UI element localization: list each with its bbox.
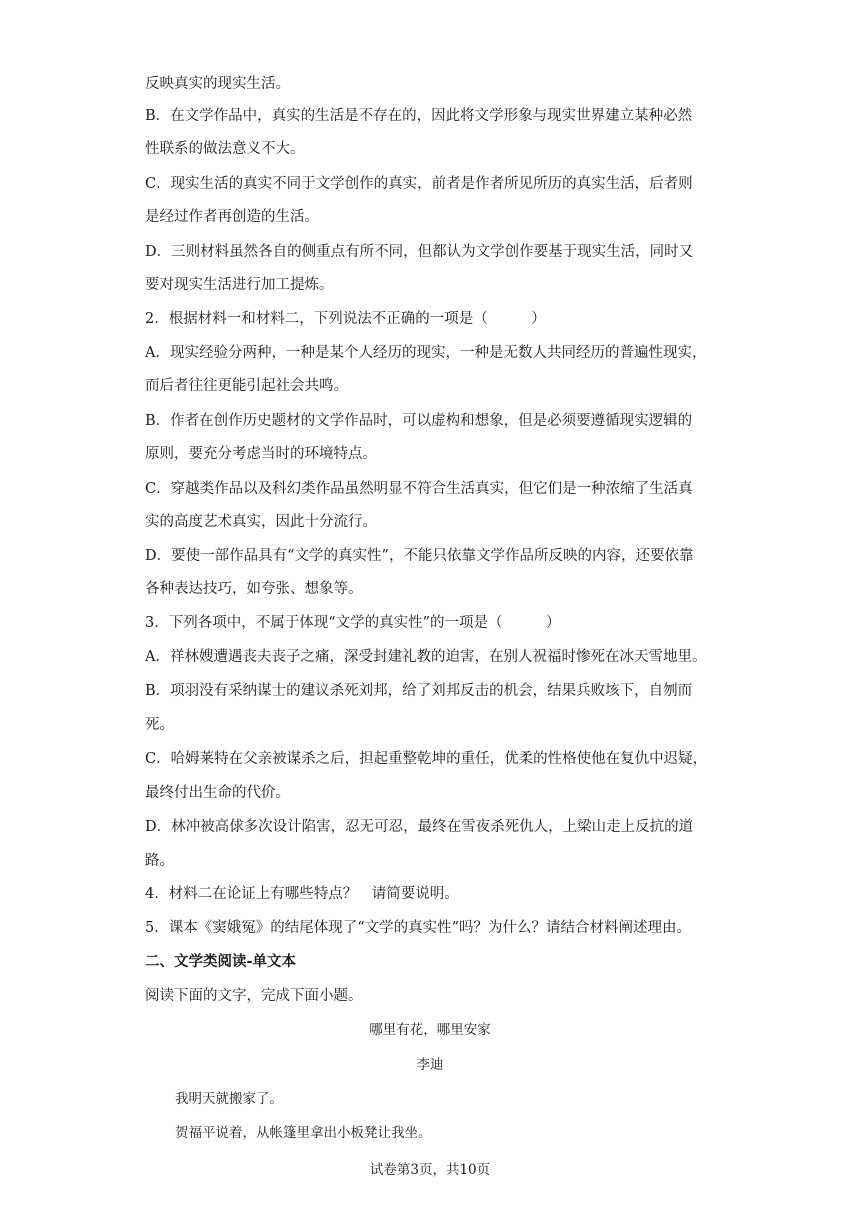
option-c-line: C．穿越类作品以及科幻类作品虽然明显不符合生活真实，但它们是一种浓缩了生活真 [145,481,693,497]
text-line: 是经过作者再创造的生活。 [145,209,319,225]
text-line: 最终付出生命的代价。 [145,785,290,801]
text-line: 实的高度艺术真实，因此十分流行。 [145,514,377,530]
question-2: 2．根据材料一和材料二，下列说法不正确的一项是（ ） [145,311,546,327]
page-footer: 试卷第3页，共10页 [369,1162,491,1178]
reading-instruction: 阅读下面的文字，完成下面小题。 [145,988,363,1004]
text-line: 死。 [145,717,174,733]
option-c-line: C．现实生活的真实不同于文学创作的真实，前者是作者所见所历的真实生活，后者则 [145,176,693,192]
option-b-line: B．项羽没有采纳谋士的建议杀死刘邦，给了刘邦反击的机会，结果兵败垓下，自刎而 [145,683,693,699]
option-a-line: A．祥林嫂遭遇丧夫丧子之痛，深受封建礼教的迫害，在别人祝福时惨死在冰天雪地里。 [145,649,707,665]
section-heading: 二、文学类阅读-单文本 [145,953,297,970]
story-paragraph: 我明天就搬家了。 [175,1091,283,1107]
option-b-line: B．作者在创作历史题材的文学作品时，可以虚构和想象，但是必须要遵循现实逻辑的 [145,413,693,429]
text-line: 路。 [145,853,174,869]
option-d-line: D．林冲被高俅多次设计陷害，忍无可忍，最终在雪夜杀死仇人，上梁山走上反抗的道 [145,819,694,835]
option-a-line: A．现实经验分两种，一种是某个人经历的现实，一种是无数人共同经历的普遍性现实， [145,345,707,361]
text-line: 要对现实生活进行加工提炼。 [145,277,334,293]
text-line: 反映真实的现实生活。 [145,76,290,92]
text-line: 而后者往往更能引起社会共鸣。 [145,378,348,394]
story-author: 李迪 [416,1057,444,1073]
question-4: 4．材料二在论证上有哪些特点？ 请简要说明。 [145,886,459,902]
story-title: 哪里有花，哪里安家 [369,1022,491,1038]
option-c-line: C．哈姆莱特在父亲被谋杀之后，担起重整乾坤的重任，优柔的性格使他在复仇中迟疑， [145,751,708,767]
story-paragraph: 贺福平说着，从帐篷里拿出小板凳让我坐。 [175,1125,432,1141]
text-line: 各种表达技巧，如夸张、想象等。 [145,581,363,597]
question-5: 5．课本《窦娥冤》的结尾体现了“文学的真实性”吗？为什么？请结合材料阐述理由。 [145,920,692,936]
option-d-line: D．要使一部作品具有“文学的真实性”，不能只依靠文学作品所反映的内容，还要依靠 [145,548,694,564]
option-b-line: B．在文学作品中，真实的生活是不存在的，因此将文学形象与现实世界建立某种必然 [145,108,693,124]
option-d-line: D．三则材料虽然各自的侧重点有所不同，但都认为文学创作要基于现实生活，同时又 [145,244,694,260]
text-line: 性联系的做法意义不大。 [145,141,305,157]
question-3: 3．下列各项中，不属于体现“文学的真实性”的一项是（ ） [145,615,561,631]
text-line: 原则，要充分考虑当时的环境特点。 [145,446,377,462]
